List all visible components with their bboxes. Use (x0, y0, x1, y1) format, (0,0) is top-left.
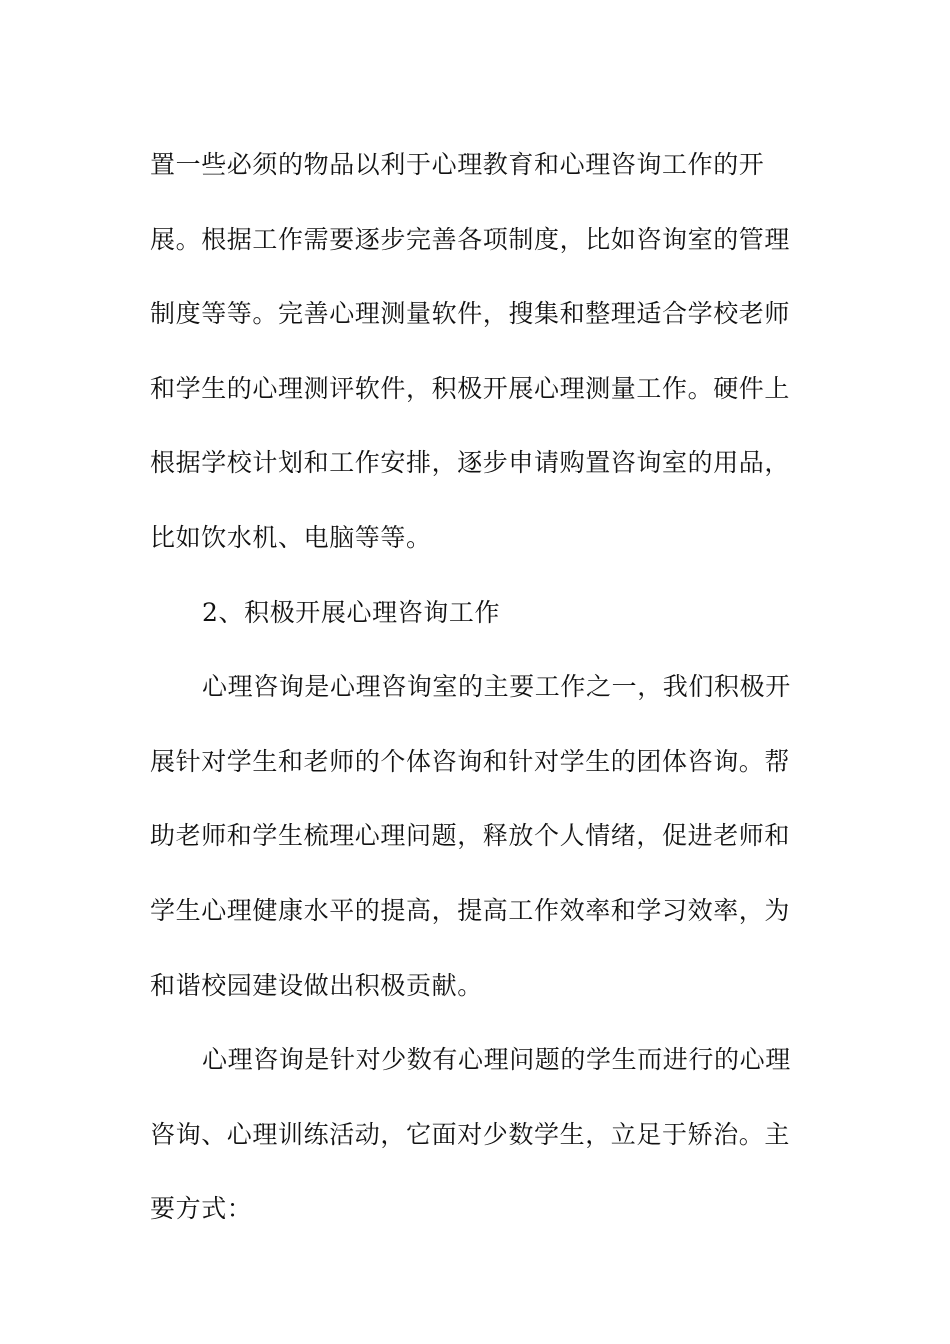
text-line: 咨询、心理训练活动，它面对少数学生，立足于矫治。主 (150, 1119, 791, 1149)
text-line: 展。根据工作需要逐步完善各项制度，比如咨询室的管理 (150, 224, 791, 254)
text-line: 和学生的心理测评软件，积极开展心理测量工作。硬件上 (150, 373, 791, 403)
text-line: 比如饮水机、电脑等等。 (150, 522, 432, 552)
text-line: 置一些必须的物品以利于心理教育和心理咨询工作的开 (150, 150, 765, 179)
text-line: 学生心理健康水平的提高，提高工作效率和学习效率，为 (150, 895, 791, 925)
text-line: 制度等等。完善心理测量软件，搜集和整理适合学校老师 (150, 299, 791, 329)
text-line: 展针对学生和老师的个体咨询和针对学生的团体咨询。帮 (150, 746, 791, 776)
text-line: 心理咨询是针对少数有心理问题的学生而进行的心理 (202, 1045, 791, 1075)
text-line: 根据学校计划和工作安排，逐步申请购置咨询室的用品， (150, 448, 791, 478)
section-heading-text: 2、积极开展心理咨询工作 (202, 597, 501, 627)
text-line: 心理咨询是心理咨询室的主要工作之一，我们积极开 (202, 672, 791, 702)
document-body (150, 128, 795, 1247)
text-line: 和谐校园建设做出积极贡献。 (150, 970, 483, 1000)
section-heading-counseling (150, 576, 795, 651)
text-line: 要方式： (150, 1194, 253, 1224)
paragraph-counseling-main (150, 650, 795, 1023)
text-line: 助老师和学生梳理心理问题，释放个人情绪，促进老师和 (150, 821, 791, 851)
paragraph-facilities (150, 128, 795, 576)
paragraph-counseling-minority (150, 1023, 795, 1247)
